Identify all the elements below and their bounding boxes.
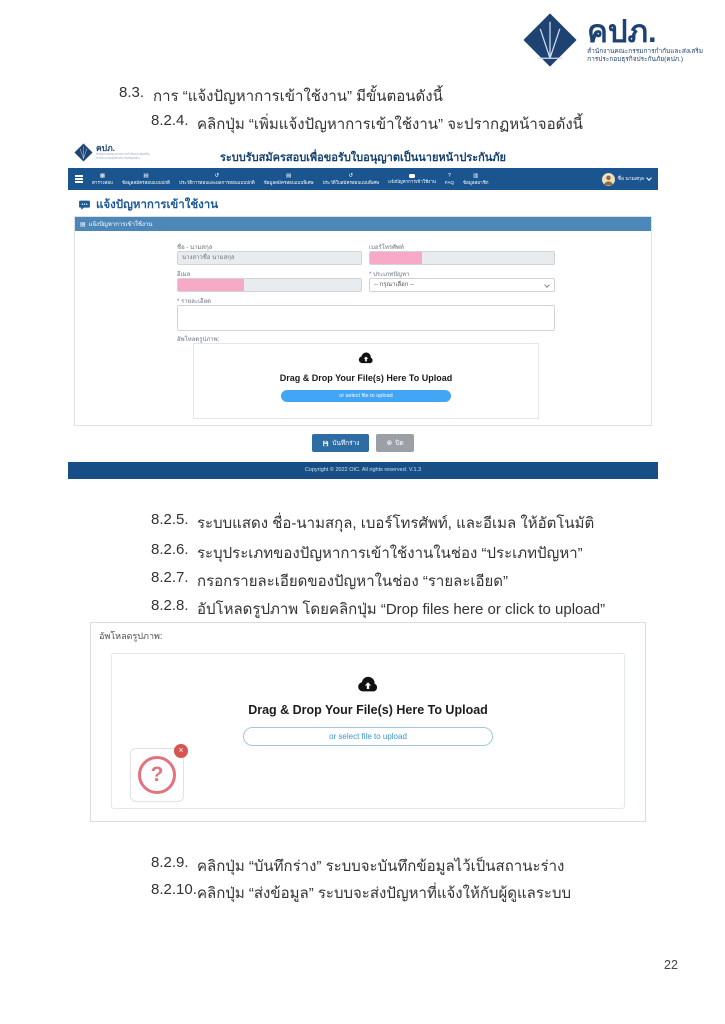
redaction-highlight bbox=[178, 279, 244, 291]
app-screenshot-upload-zoom bbox=[90, 622, 646, 822]
details-textarea[interactable] bbox=[177, 305, 555, 331]
app-header bbox=[68, 140, 658, 168]
app-screenshot-report-problem-form bbox=[68, 140, 658, 497]
form-actions bbox=[68, 434, 658, 452]
nav-item-label: ข้อมูลสมัครสอบแบบพิเศษ bbox=[263, 180, 314, 185]
step-text: ระบบแสดง ชื่อ-นามสกุล, เบอร์โทรศัพท์, และอีเมล ให้อัตโนมัติ bbox=[197, 515, 595, 532]
nav-item-special-application[interactable] bbox=[264, 173, 314, 185]
nav-item-normal-exam-history[interactable] bbox=[179, 173, 255, 185]
question-icon: ? bbox=[447, 173, 451, 179]
user-menu[interactable] bbox=[602, 173, 651, 186]
app-logo-subtitle-2: การประกอบธุรกิจประกันภัย(คปภ.) bbox=[96, 156, 141, 160]
nav-item-member-info[interactable] bbox=[463, 173, 489, 185]
nav-item-label: ประวัติการสอบและผลการสอบแบบปกติ bbox=[178, 180, 255, 185]
step-8-2-9 bbox=[151, 854, 564, 878]
name-field[interactable]: นางสาวชื่อ นามสกุล bbox=[177, 251, 362, 265]
step-8-2-6 bbox=[151, 541, 583, 565]
step-number: 8.2.10. bbox=[151, 881, 197, 898]
dropzone-text: Drag & Drop Your File(s) Here To Upload bbox=[279, 373, 453, 383]
app-logo-subtitle-1: สำนักงานคณะกรรมการกำกับและส่งเสริม bbox=[96, 152, 150, 157]
redaction-highlight bbox=[370, 252, 422, 264]
problem-type-value: -- กรุณาเลือก -- bbox=[374, 282, 415, 288]
email-field[interactable] bbox=[177, 278, 362, 292]
history-icon: ↺ bbox=[214, 173, 220, 179]
step-8-2-8 bbox=[151, 597, 605, 621]
card-header bbox=[75, 217, 651, 231]
uploaded-image-thumbnail bbox=[130, 745, 184, 802]
org-abbr: คปภ. bbox=[587, 14, 657, 49]
avatar bbox=[602, 173, 615, 186]
step-text: คลิกปุ่ม “เพิ่มแจ้งปัญหาการเข้าใช้งาน” จะปรากฏหน้าจอดังนี้ bbox=[197, 116, 583, 133]
step-text: ระบุประเภทของปัญหาการเข้าใช้งานในช่อง “ประเภทปัญหา” bbox=[197, 545, 583, 562]
upload-cloud-icon bbox=[358, 352, 374, 365]
dropzone-text: Drag & Drop Your File(s) Here To Upload bbox=[248, 703, 488, 717]
upload-dropzone[interactable] bbox=[193, 343, 539, 419]
nav-item-label: แจ้งปัญหาการเข้าใช้งาน bbox=[388, 179, 436, 184]
nav-item-label: FAQ bbox=[444, 180, 454, 185]
step-8-2-4 bbox=[151, 112, 583, 136]
chat-icon bbox=[409, 174, 415, 178]
phone-field[interactable] bbox=[369, 251, 555, 265]
save-draft-button[interactable] bbox=[312, 434, 369, 452]
step-number: 8.3. bbox=[119, 84, 145, 101]
id-card-icon: ▥ bbox=[473, 173, 479, 179]
step-number: 8.2.9. bbox=[151, 854, 189, 871]
document-icon: ▤ bbox=[286, 173, 292, 179]
step-number: 8.2.5. bbox=[151, 511, 189, 528]
page-title bbox=[78, 196, 218, 214]
details-label: * รายละเอียด bbox=[177, 299, 212, 305]
nav-item-special-exam-history[interactable] bbox=[323, 173, 380, 185]
upload-label: อัพโหลดรูปภาพ: bbox=[99, 631, 163, 641]
save-draft-label: บันทึกร่าง bbox=[332, 440, 360, 447]
nav-item-label: ประวัติใบสมัครสอบแบบพิเศษ bbox=[322, 180, 380, 185]
nav-item-exam-schedule[interactable] bbox=[92, 173, 113, 185]
step-text: กรอกรายละเอียดของปัญหาในช่อง “รายละเอียด” bbox=[197, 573, 509, 590]
close-circle-icon: ⊗ bbox=[386, 439, 393, 447]
step-number: 8.2.6. bbox=[151, 541, 189, 558]
phone-label: เบอร์โทรศัพท์ bbox=[369, 245, 404, 251]
card-body bbox=[75, 231, 651, 425]
user-name: ชื่อ นามสกุล bbox=[617, 176, 644, 182]
nav-item-label: ข้อมูลสมัครสอบแบบปกติ bbox=[121, 180, 170, 185]
page-number: 22 bbox=[664, 958, 678, 972]
nav-item-faq[interactable] bbox=[445, 173, 454, 185]
app-footer: Copyright © 2022 OIC. All rights reserved. V.1.3 bbox=[68, 462, 658, 479]
broken-image-question-icon: ? bbox=[138, 756, 176, 794]
page-title-text: แจ้งปัญหาการเข้าใช้งาน bbox=[96, 199, 219, 211]
nav-item-label: ข้อมูลสมาชิก bbox=[462, 180, 489, 185]
email-label: อีเมล bbox=[177, 272, 191, 278]
step-number: 8.2.8. bbox=[151, 597, 189, 614]
step-text: การ “แจ้งปัญหาการเข้าใช้งาน” มีขั้นตอนดังนี้ bbox=[153, 88, 443, 105]
org-diamond-logo-icon bbox=[522, 12, 578, 68]
calendar-icon: ▦ bbox=[99, 173, 106, 179]
document-icon: ▤ bbox=[143, 173, 149, 179]
nav-item-label: ตารางสอบ bbox=[92, 180, 113, 185]
upload-dropzone[interactable] bbox=[111, 653, 625, 809]
step-8-3 bbox=[119, 84, 443, 108]
save-icon bbox=[322, 440, 329, 447]
name-label: ชื่อ - นามสกุล bbox=[177, 245, 213, 251]
app-title: ระบบรับสมัครสอบเพื่อขอรับใบอนุญาตเป็นนายหน้าประกันภัย bbox=[219, 152, 507, 164]
step-number: 8.2.4. bbox=[151, 112, 189, 129]
step-8-2-7 bbox=[151, 569, 508, 593]
step-8-2-10 bbox=[151, 881, 571, 905]
upload-label: อัพโหลดรูปภาพ: bbox=[177, 337, 220, 343]
card-header-title: แจ้งปัญหาการเข้าใช้งาน bbox=[88, 222, 153, 228]
card-header-icon: ▤ bbox=[80, 221, 86, 228]
select-file-button[interactable]: or select file to upload bbox=[281, 390, 451, 402]
nav-item-report-problem[interactable] bbox=[388, 174, 436, 184]
step-text: อัปโหลดรูปภาพ โดยคลิกปุ่ม “Drop files here or click to upload” bbox=[197, 601, 606, 618]
close-label: ปิด bbox=[395, 440, 404, 447]
upload-cloud-icon bbox=[357, 676, 379, 694]
problem-type-label: * ประเภทปัญหา bbox=[369, 272, 410, 278]
select-file-button[interactable]: or select file to upload bbox=[243, 727, 493, 746]
chevron-down-icon bbox=[544, 282, 550, 288]
app-logo-abbr: คปภ. bbox=[96, 143, 116, 154]
problem-type-select[interactable] bbox=[369, 278, 555, 292]
chat-bubble-icon bbox=[78, 199, 91, 212]
app-navbar bbox=[68, 168, 658, 190]
org-subtitle-1: สำนักงานคณะกรรมการกำกับและส่งเสริม bbox=[587, 48, 703, 55]
history-icon: ↺ bbox=[348, 173, 354, 179]
remove-file-button[interactable]: × bbox=[174, 744, 188, 758]
org-logo bbox=[522, 12, 703, 68]
step-8-2-5 bbox=[151, 511, 594, 535]
step-text: คลิกปุ่ม “ส่งข้อมูล” ระบบจะส่งปัญหาที่แจ้งให้กับผู้ดูแลระบบ bbox=[197, 885, 571, 902]
org-subtitle-2: การประกอบธุรกิจประกันภัย(คปภ.) bbox=[587, 56, 683, 63]
chevron-down-icon bbox=[646, 175, 652, 181]
report-problem-card bbox=[74, 216, 652, 426]
close-button[interactable] bbox=[376, 434, 413, 452]
hamburger-menu-icon[interactable] bbox=[75, 175, 83, 182]
nav-item-normal-application[interactable] bbox=[122, 173, 170, 185]
step-text: คลิกปุ่ม “บันทึกร่าง” ระบบจะบันทึกข้อมูลไว้เป็นสถานะร่าง bbox=[197, 858, 565, 875]
step-number: 8.2.7. bbox=[151, 569, 189, 586]
